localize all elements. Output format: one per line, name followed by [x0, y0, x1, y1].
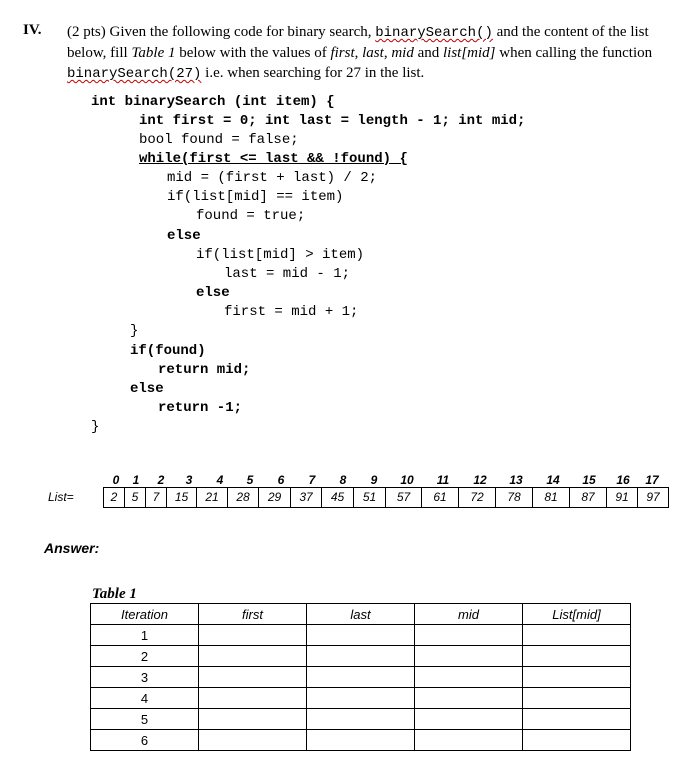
list-value: 29: [259, 488, 291, 507]
cell-last[interactable]: [307, 667, 415, 688]
list-index: 11: [436, 473, 450, 487]
list-index: 8: [339, 473, 347, 487]
iteration-number: 6: [91, 730, 199, 751]
list-index: 2: [157, 473, 165, 487]
cell-last[interactable]: [307, 646, 415, 667]
list-value: 81: [533, 488, 570, 507]
function-call: binarySearch(27): [67, 66, 202, 82]
question-number: IV.: [23, 22, 42, 38]
cell-last[interactable]: [307, 709, 415, 730]
code-line: while(first <= last && !found) {: [139, 151, 408, 167]
table-row: [91, 625, 631, 646]
table-row: [91, 730, 631, 751]
list-index: 5: [246, 473, 254, 487]
list-index: 1: [132, 473, 140, 487]
code-line: mid = (first + last) / 2;: [167, 170, 378, 186]
var-last: last: [362, 45, 384, 61]
var-mid: mid: [391, 45, 414, 61]
iteration-number: 2: [91, 646, 199, 667]
list-value: 37: [291, 488, 322, 507]
list-index: 0: [112, 473, 120, 487]
cell-list-mid[interactable]: [523, 709, 631, 730]
question-text-1: (2 pts) Given the following code for binary search,: [67, 24, 376, 40]
cell-list-mid[interactable]: [523, 730, 631, 751]
code-line: bool found = false;: [139, 132, 299, 148]
cell-first[interactable]: [199, 688, 307, 709]
code-line: first = mid + 1;: [224, 304, 359, 320]
question-text-2: and the content of the list below, fill: [67, 24, 649, 61]
code-line: found = true;: [196, 208, 306, 224]
list-index: 10: [400, 473, 414, 487]
table-header-row: [91, 604, 631, 625]
list-index: 15: [582, 473, 596, 487]
cell-mid[interactable]: [415, 667, 523, 688]
table-row: [91, 709, 631, 730]
list-value: 78: [496, 488, 533, 507]
cell-first[interactable]: [199, 730, 307, 751]
cell-last[interactable]: [307, 688, 415, 709]
list-value: 2: [104, 488, 125, 507]
list-value: 72: [459, 488, 496, 507]
header-mid: mid: [415, 604, 523, 625]
cell-first[interactable]: [199, 625, 307, 646]
question-text-4: when calling the function: [495, 45, 653, 61]
iteration-number: 1: [91, 625, 199, 646]
cell-last[interactable]: [307, 625, 415, 646]
list-label: List=: [48, 490, 74, 504]
table-reference: Table 1: [131, 45, 176, 61]
code-line: int first = 0; int last = length - 1; int mid;: [139, 113, 526, 129]
question-text: [67, 22, 667, 84]
code-line: }: [91, 419, 100, 435]
list-value: 51: [354, 488, 386, 507]
comma: ,: [383, 45, 392, 61]
header-last: last: [307, 604, 415, 625]
list-value: 61: [422, 488, 459, 507]
var-first: first: [330, 45, 355, 61]
list-value: 28: [228, 488, 259, 507]
header-iteration: Iteration: [91, 604, 199, 625]
code-line: return mid;: [158, 362, 251, 378]
list-index: 14: [546, 473, 560, 487]
list-index: 3: [185, 473, 193, 487]
cell-list-mid[interactable]: [523, 688, 631, 709]
code-line: else: [167, 228, 201, 244]
code-line: return -1;: [158, 400, 243, 416]
list-value: 91: [607, 488, 638, 507]
cell-mid[interactable]: [415, 688, 523, 709]
cell-mid[interactable]: [415, 646, 523, 667]
list-values-row: [103, 487, 669, 508]
code-line: int binarySearch (int item) {: [91, 94, 335, 110]
cell-mid[interactable]: [415, 730, 523, 751]
list-value: 7: [146, 488, 167, 507]
list-value: 87: [570, 488, 607, 507]
list-index: 4: [216, 473, 224, 487]
and-text: and: [413, 45, 443, 61]
cell-list-mid[interactable]: [523, 625, 631, 646]
comma: ,: [354, 45, 363, 61]
table-caption: Table 1: [92, 586, 137, 602]
table-row: [91, 667, 631, 688]
answer-label: Answer:: [44, 540, 100, 556]
list-index: 6: [277, 473, 285, 487]
cell-mid[interactable]: [415, 625, 523, 646]
code-line: else: [196, 285, 230, 301]
list-value: 5: [125, 488, 146, 507]
list-index: 12: [473, 473, 487, 487]
header-list-mid: List[mid]: [523, 604, 631, 625]
cell-list-mid[interactable]: [523, 646, 631, 667]
cell-list-mid[interactable]: [523, 667, 631, 688]
list-value: 45: [322, 488, 354, 507]
code-line: if(found): [130, 343, 206, 359]
list-index: 9: [370, 473, 378, 487]
list-value: 21: [197, 488, 228, 507]
code-line: if(list[mid] == item): [167, 189, 344, 205]
list-index: 13: [509, 473, 523, 487]
answer-table: [90, 603, 631, 751]
list-value: 15: [167, 488, 197, 507]
code-line: else: [130, 381, 164, 397]
cell-first[interactable]: [199, 709, 307, 730]
header-first: first: [199, 604, 307, 625]
code-line: last = mid - 1;: [224, 266, 351, 282]
cell-last[interactable]: [307, 730, 415, 751]
table-row: [91, 646, 631, 667]
cell-mid[interactable]: [415, 709, 523, 730]
iteration-number: 3: [91, 667, 199, 688]
list-index: 16: [616, 473, 630, 487]
question-text-5: i.e. when searching for 27 in the list.: [201, 65, 425, 81]
list-index: 17: [645, 473, 659, 487]
cell-first[interactable]: [199, 667, 307, 688]
list-index: 7: [308, 473, 316, 487]
list-value: 97: [638, 488, 669, 507]
list-value: 57: [386, 488, 422, 507]
cell-first[interactable]: [199, 646, 307, 667]
iteration-number: 5: [91, 709, 199, 730]
table-row: [91, 688, 631, 709]
function-name: binarySearch(): [375, 25, 493, 41]
code-line: if(list[mid] > item): [196, 247, 365, 263]
iteration-number: 4: [91, 688, 199, 709]
var-list-mid: list[mid]: [443, 45, 496, 61]
question-text-3: below with the values of: [175, 45, 331, 61]
code-line: }: [130, 323, 139, 339]
